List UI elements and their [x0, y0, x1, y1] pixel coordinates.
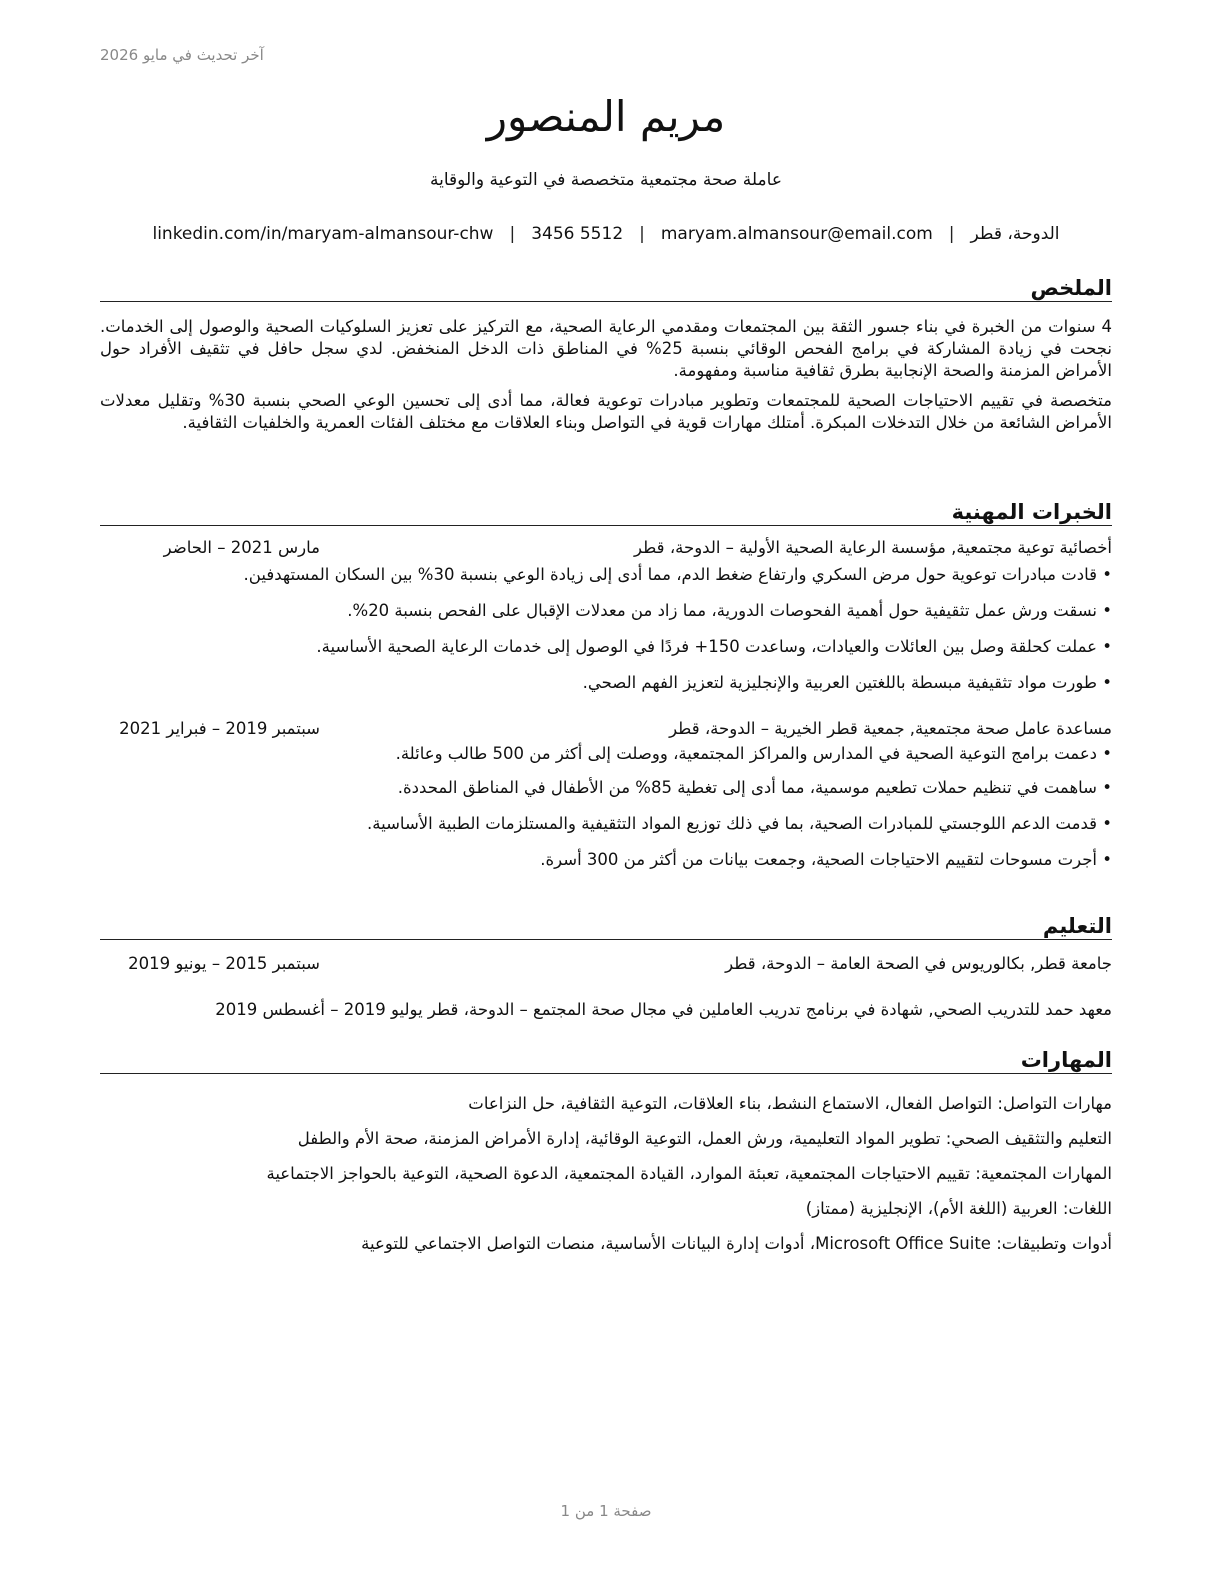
job-bullet: • طورت مواد تثقيفية مبسطة باللغتين العربية والإنجليزية لتعزيز الفهم الصحي.	[100, 665, 1112, 701]
section-heading: المهارات	[100, 1048, 1112, 1074]
job-entry	[100, 538, 1112, 701]
job-bullet: • نسقت ورش عمل تثقيفية حول أهمية الفحوصات الدورية، مما زاد من معدلات الإقبال على الفحص بنسبة 20%.	[100, 593, 1112, 629]
skill-line: التعليم والتثقيف الصحي: تطوير المواد التعليمية، ورش العمل، التوعية الوقائية، إدارة الأمراض المزمنة، صحة الأم والطفل	[297, 1129, 1112, 1148]
summary-paragraph: 4 سنوات من الخبرة في بناء جسور الثقة بين المجتمعات ومقدمي الرعاية الصحية، مع التركيز على تعزيز السلوكيات الصحية والوصول إلى الخدمات. نجحت في زيادة المشاركة في برامج الفحص الوقائي بنسبة 25% في المناطق ذات الدخل المنخفض. لدي سجل حافل في تثقيف الأفراد حول الأمراض المزمنة والصحة الإنجابية بطرق ثقافية مناسبة ومفهومة.	[100, 317, 1112, 380]
job-bullet: • ساهمت في تنظيم حملات تطعيم موسمية، مما أدى إلى تغطية 85% من الأطفال في المناطق المحددة.	[100, 770, 1112, 806]
candidate-name: مريم المنصور	[486, 92, 726, 141]
contact-separator: |	[509, 224, 516, 244]
job-date: مارس 2021 – الحاضر	[163, 538, 320, 557]
job-role: مساعدة عامل صحة مجتمعية, جمعية قطر الخيرية – الدوحة، قطر	[669, 719, 1112, 738]
skill-line: أدوات وتطبيقات: Microsoft Office Suite، أدوات إدارة البيانات الأساسية، منصات التواصل الاجتماعي للتوعية	[361, 1234, 1112, 1253]
job-bullet: • قادت مبادرات توعوية حول مرض السكري وارتفاع ضغط الدم، مما أدى إلى زيادة الوعي بنسبة 30% بين السكان المستهدفين.	[100, 557, 1112, 593]
education-entry	[100, 954, 1112, 973]
job-header	[100, 719, 1112, 738]
summary-paragraph: متخصصة في تقييم الاحتياجات الصحية للمجتمعات وتطوير مبادرات توعوية فعالة، مما أدى إلى تحسين الوعي الصحي بنسبة 30% وتقليل معدلات الأمراض الشائعة من خلال التدخلات المبكرة. أمتلك مهارات قوية في التواصل وبناء العلاقات مع مختلف الفئات العمرية والخلفيات الثقافية.	[100, 391, 1112, 432]
experience-section	[100, 500, 1112, 878]
skills-list	[100, 1086, 1112, 1261]
contact-email[interactable]: maryam.almansour@email.com	[660, 224, 933, 244]
job-bullets	[100, 557, 1112, 701]
contact-separator: |	[948, 224, 955, 244]
job-bullet: • دعمت برامج التوعية الصحية في المدارس والمراكز المجتمعية، ووصلت إلى أكثر من 500 طالب وعائلة.	[100, 738, 1112, 770]
job-bullet: • عملت كحلقة وصل بين العائلات والعيادات، وساعدت 150+ فردًا في الوصول إلى خدمات الرعاية الصحية الأساسية.	[100, 629, 1112, 665]
resume-page	[100, 0, 1112, 1584]
education-entry: معهد حمد للتدريب الصحي, شهادة في برنامج تدريب العاملين في مجال صحة المجتمع – الدوحة، قطر يوليو 2019 – أغسطس 2019	[215, 1000, 1112, 1019]
skill-line: المهارات المجتمعية: تقييم الاحتياجات المجتمعية، تعبئة الموارد، القيادة المجتمعية، الدعوة الصحية، التوعية بالحواجز الاجتماعية	[266, 1164, 1112, 1183]
page-number: صفحة 1 من 1	[560, 1502, 652, 1520]
contact-location: الدوحة، قطر	[970, 224, 1060, 244]
contact-phone: 3456 5512	[531, 224, 624, 244]
contact-separator: |	[639, 224, 645, 244]
section-heading: التعليم	[100, 914, 1112, 940]
job-role: أخصائية توعية مجتمعية, مؤسسة الرعاية الصحية الأولية – الدوحة، قطر	[634, 538, 1112, 557]
education-section	[100, 914, 1112, 1021]
skill-line: مهارات التواصل: التواصل الفعال، الاستماع النشط، بناء العلاقات، التوعية الثقافية، حل النزاعات	[468, 1094, 1112, 1113]
education-date: سبتمبر 2015 – يونيو 2019	[128, 954, 320, 973]
section-heading: الملخص	[100, 276, 1112, 302]
contact-linkedin[interactable]: linkedin.com/in/maryam-almansour-chw	[152, 224, 494, 244]
skill-line: اللغات: العربية (اللغة الأم)، الإنجليزية (ممتاز)	[805, 1199, 1112, 1218]
candidate-title: عاملة صحة مجتمعية متخصصة في التوعية والوقاية	[430, 170, 782, 190]
last-updated: آخر تحديث في مايو 2026	[100, 46, 264, 64]
job-entry	[100, 719, 1112, 878]
contact-line	[116, 224, 1096, 244]
job-bullet: • قدمت الدعم اللوجستي للمبادرات الصحية، بما في ذلك توزيع المواد التثقيفية والمستلزمات الطبية الأساسية.	[100, 806, 1112, 842]
job-date: سبتمبر 2019 – فبراير 2021	[119, 719, 320, 738]
job-header	[100, 538, 1112, 557]
skills-section	[100, 1048, 1112, 1261]
job-bullets	[100, 738, 1112, 878]
section-heading: الخبرات المهنية	[100, 500, 1112, 526]
job-bullet: • أجرت مسوحات لتقييم الاحتياجات الصحية، وجمعت بيانات من أكثر من 300 أسرة.	[100, 842, 1112, 878]
summary-section	[100, 276, 1112, 434]
education-degree: جامعة قطر, بكالوريوس في الصحة العامة – الدوحة، قطر	[725, 954, 1112, 973]
